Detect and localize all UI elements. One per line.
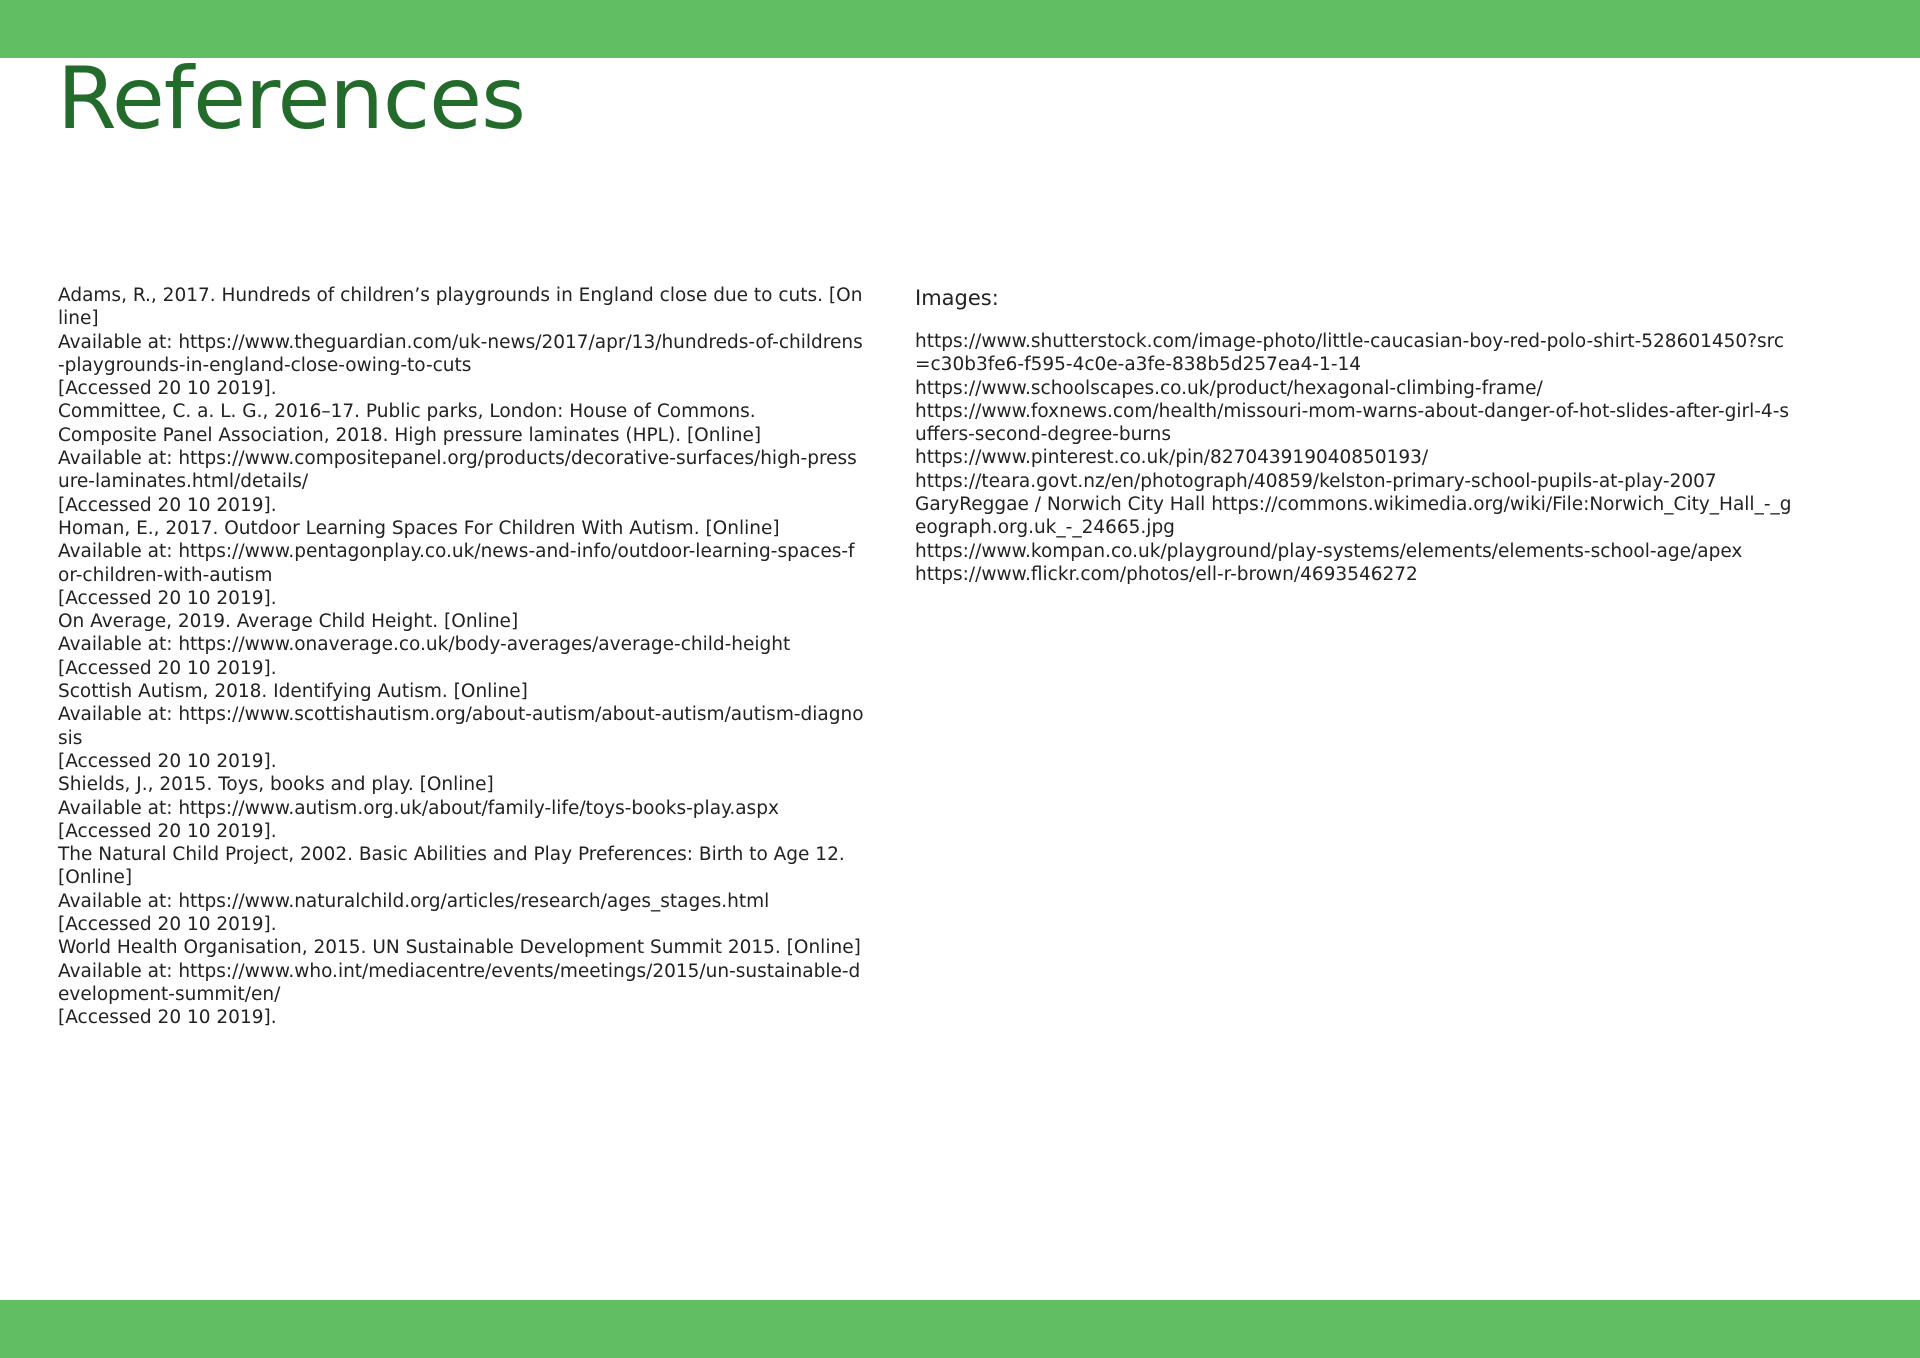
reference-line: The Natural Child Project, 2002. Basic Abilities and Play Preferences: Birth to Age 12. [Online] (58, 844, 851, 889)
reference-line: Available at: https://www.pentagonplay.co.uk/news-and-info/outdoor-learning-spaces-for-children-with-autism (58, 541, 855, 586)
reference-line: Committee, C. a. L. G., 2016–17. Public parks, London: House of Commons. (58, 401, 756, 423)
image-credit-line: https://teara.govt.nz/en/photograph/40859/kelston-primary-school-pupils-at-play-2007 (915, 470, 1717, 492)
reference-line: [Accessed 20 10 2019]. (58, 750, 277, 772)
image-credit-line: https://www.shutterstock.com/image-photo/little-caucasian-boy-red-polo-shirt-528601450?src=c30b3fe6-f595-4c0e-a3fe-838b5d257ea4-1-14 (915, 331, 1785, 376)
reference-line: Homan, E., 2017. Outdoor Learning Spaces For Children With Autism. [Online] (58, 517, 780, 539)
reference-line: [Accessed 20 10 2019]. (58, 657, 277, 679)
image-credit-line: https://www.kompan.co.uk/playground/play-systems/elements/elements-school-age/apex (915, 540, 1743, 562)
image-credit-line: https://www.foxnews.com/health/missouri-mom-warns-about-danger-of-hot-slides-after-girl-4-suffers-second-degree-burns (915, 400, 1790, 446)
reference-line: Composite Panel Association, 2018. High pressure laminates (HPL). [Online] (58, 424, 762, 446)
reference-line: Available at: https://www.theguardian.com/uk-news/2017/apr/13/hundreds-of-childrens-playgrounds-in-england-close-owing-to-cuts (58, 331, 863, 376)
image-credit-line: https://www.flickr.com/photos/ell-r-brown/4693546272 (915, 563, 1418, 585)
reference-line: Available at: https://www.scottishautism.org/about-autism/about-autism/autism-diagnosis (58, 704, 864, 749)
reference-line: [Accessed 20 10 2019]. (58, 587, 277, 609)
reference-line: Scottish Autism, 2018. Identifying Autism. [Online] (58, 681, 528, 703)
reference-line: Available at: https://www.naturalchild.org/articles/research/ages_stages.html (58, 890, 770, 912)
reference-line: [Accessed 20 10 2019]. (58, 914, 277, 936)
reference-line: [Accessed 20 10 2019]. (58, 1007, 277, 1029)
reference-line: Available at: https://www.who.int/mediacentre/events/meetings/2015/un-sustainable-development-summit/en/ (58, 960, 861, 1005)
reference-line: World Health Organisation, 2015. UN Sustainable Development Summit 2015. [Online] (58, 937, 861, 959)
reference-line: Adams, R., 2017. Hundreds of children’s playgrounds in England close due to cuts. [Online] (58, 285, 863, 330)
page-title: References (57, 49, 525, 149)
reference-line: [Accessed 20 10 2019]. (58, 378, 277, 400)
bottom-band (0, 1300, 1920, 1358)
reference-line: Available at: https://www.onaverage.co.uk/body-averages/average-child-height (58, 634, 791, 656)
image-credit-line: https://www.pinterest.co.uk/pin/827043919040850193/ (915, 447, 1429, 469)
image-credit-line: https://www.schoolscapes.co.uk/product/hexagonal-climbing-frame/ (915, 377, 1543, 399)
reference-line: [Accessed 20 10 2019]. (58, 820, 277, 842)
image-credit-line: GaryReggae / Norwich City Hall https://commons.wikimedia.org/wiki/File:Norwich_City_Hall_-_geograph.org.uk_-_24665.jpg (915, 494, 1792, 539)
reference-line: Available at: https://www.autism.org.uk/about/family-life/toys-books-play.aspx (58, 797, 779, 819)
reference-line: On Average, 2019. Average Child Height. [Online] (58, 611, 519, 633)
references-list (58, 284, 864, 1030)
images-heading: Images: (915, 286, 999, 310)
image-credits (915, 284, 1795, 586)
reference-line: [Accessed 20 10 2019]. (58, 494, 277, 516)
reference-line: Shields, J., 2015. Toys, books and play. [Online] (58, 774, 494, 796)
reference-line: Available at: https://www.compositepanel.org/products/decorative-surfaces/high-pressure-laminates.html/details/ (58, 448, 857, 493)
